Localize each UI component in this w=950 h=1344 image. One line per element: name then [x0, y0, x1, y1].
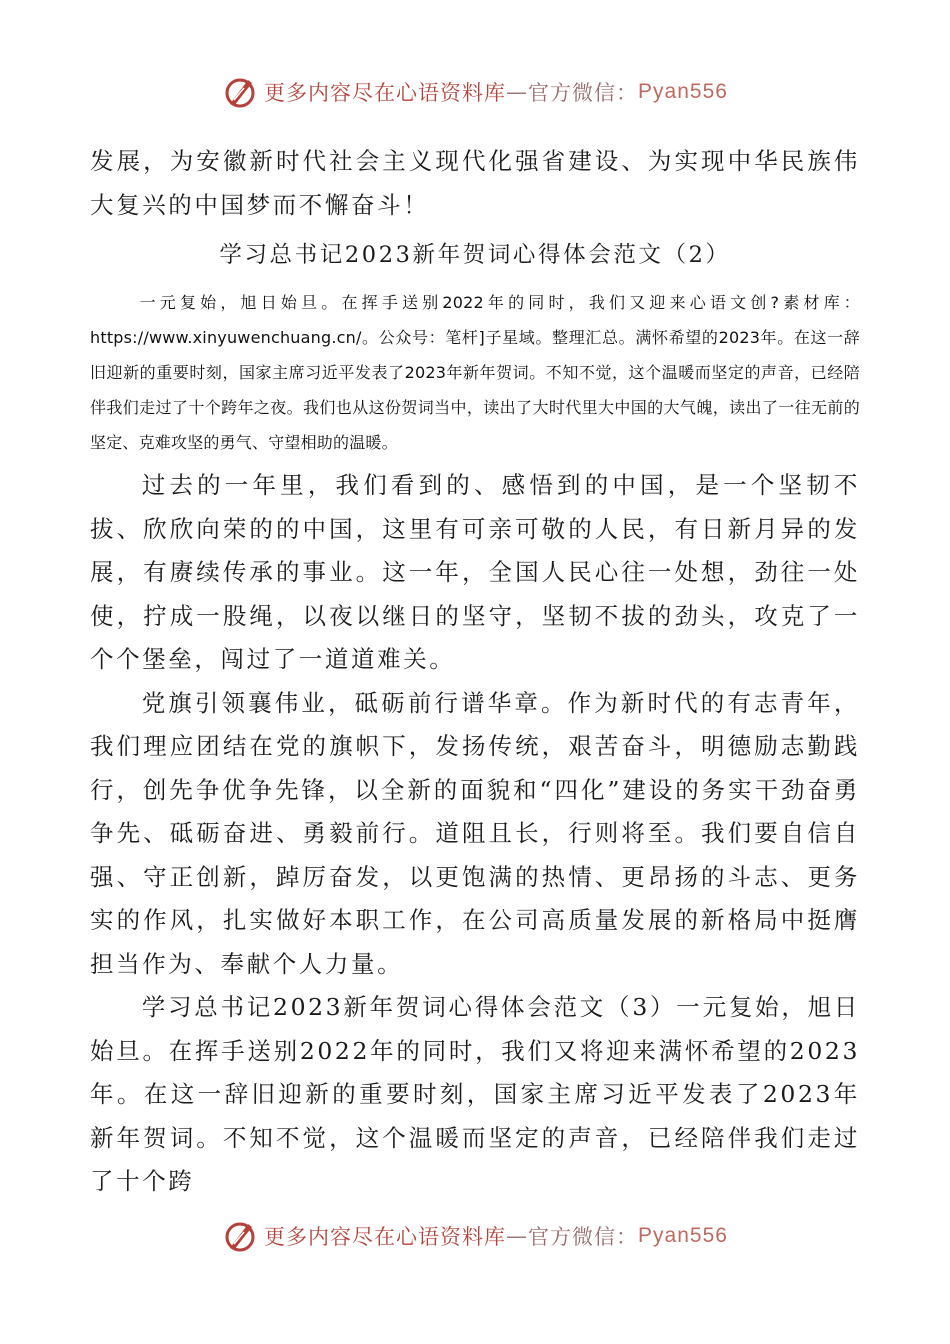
- quill-circle-logo-icon: [222, 1218, 258, 1254]
- paragraph-party-flag: 党旗引领襄伟业，砥砺前行谱华章。作为新时代的有志青年，我们理应团结在党的旗帜下，发扬传统，艰苦奋斗，明德励志勤践行，创先争优争先锋，以全新的面貌和“四化”建设的务实干劲奋勇争先、砥砺奋进、勇毅前行。道阻且长，行则将至。我们要自信自强、守正创新，踔厉奋发，以更饱满的热情、更昂扬的斗志、更务实的作风，扎实做好本职工作，在公司高质量发展的新格局中挺膺担当作为、奉献个人力量。: [90, 688, 860, 978]
- banner-wechat-label: 官方微信：: [528, 1225, 639, 1249]
- banner-separator: —: [506, 1224, 529, 1248]
- banner-wechat-id: Pyan556: [638, 80, 728, 103]
- banner-separator: —: [506, 80, 529, 104]
- quill-circle-logo-icon: [222, 74, 258, 110]
- banner-wechat-label: 官方微信：: [528, 81, 639, 105]
- banner-brand-text: 更多内容尽在心语资料库: [264, 81, 507, 105]
- banner-wechat-id: Pyan556: [638, 1224, 728, 1247]
- banner-brand-text: 更多内容尽在心语资料库: [264, 1225, 507, 1249]
- footer-banner: [0, 1214, 950, 1258]
- intro-paragraph: 一元复始，旭日始旦。在挥手送别2022年的同时，我们又迎来心语文创?素材库：https://www.xinyuwenchuang.cn/。公众号：笔杆]子星域。整理汇总。满怀希望的2023年。在这一辞旧迎新的重要时刻，国家主席习近平发表了2023年新年贺词。不知不觉，这个温暖而坚定的声音，已经陪伴我们走过了十个跨年之夜。我们也从这份贺词当中，读出了大时代里大中国的大气魄，读出了一往无前的坚定、克难攻坚的勇气、守望相助的温暖。: [90, 293, 860, 452]
- paragraph-section-3: 学习总书记2023新年贺词心得体会范文（3）一元复始，旭日始旦。在挥手送别2022年的同时，我们又将迎来满怀希望的2023年。在这一辞旧迎新的重要时刻，国家主席习近平发表了2023年新年贺词。不知不觉，这个温暖而坚定的声音，已经陪伴我们走过了十个跨: [90, 993, 860, 1195]
- document-body: [90, 140, 860, 1204]
- paragraph-past-year: 过去的一年里，我们看到的、感悟到的中国，是一个坚韧不拔、欣欣向荣的的中国，这里有可亲可敬的人民，有日新月异的发展，有赓续传承的事业。这一年，全国人民心往一处想，劲往一处使，拧成一股绳，以夜以继日的坚守，坚韧不拔的劲头，攻克了一个个堡垒，闯过了一道道难关。: [90, 471, 860, 673]
- header-banner: [0, 70, 950, 114]
- paragraph-continuation: 发展，为安徽新时代社会主义现代化强省建设、为实现中华民族伟大复兴的中国梦而不懈奋斗！: [90, 147, 860, 219]
- section-title: 学习总书记2023新年贺词心得体会范文（2）: [219, 242, 731, 268]
